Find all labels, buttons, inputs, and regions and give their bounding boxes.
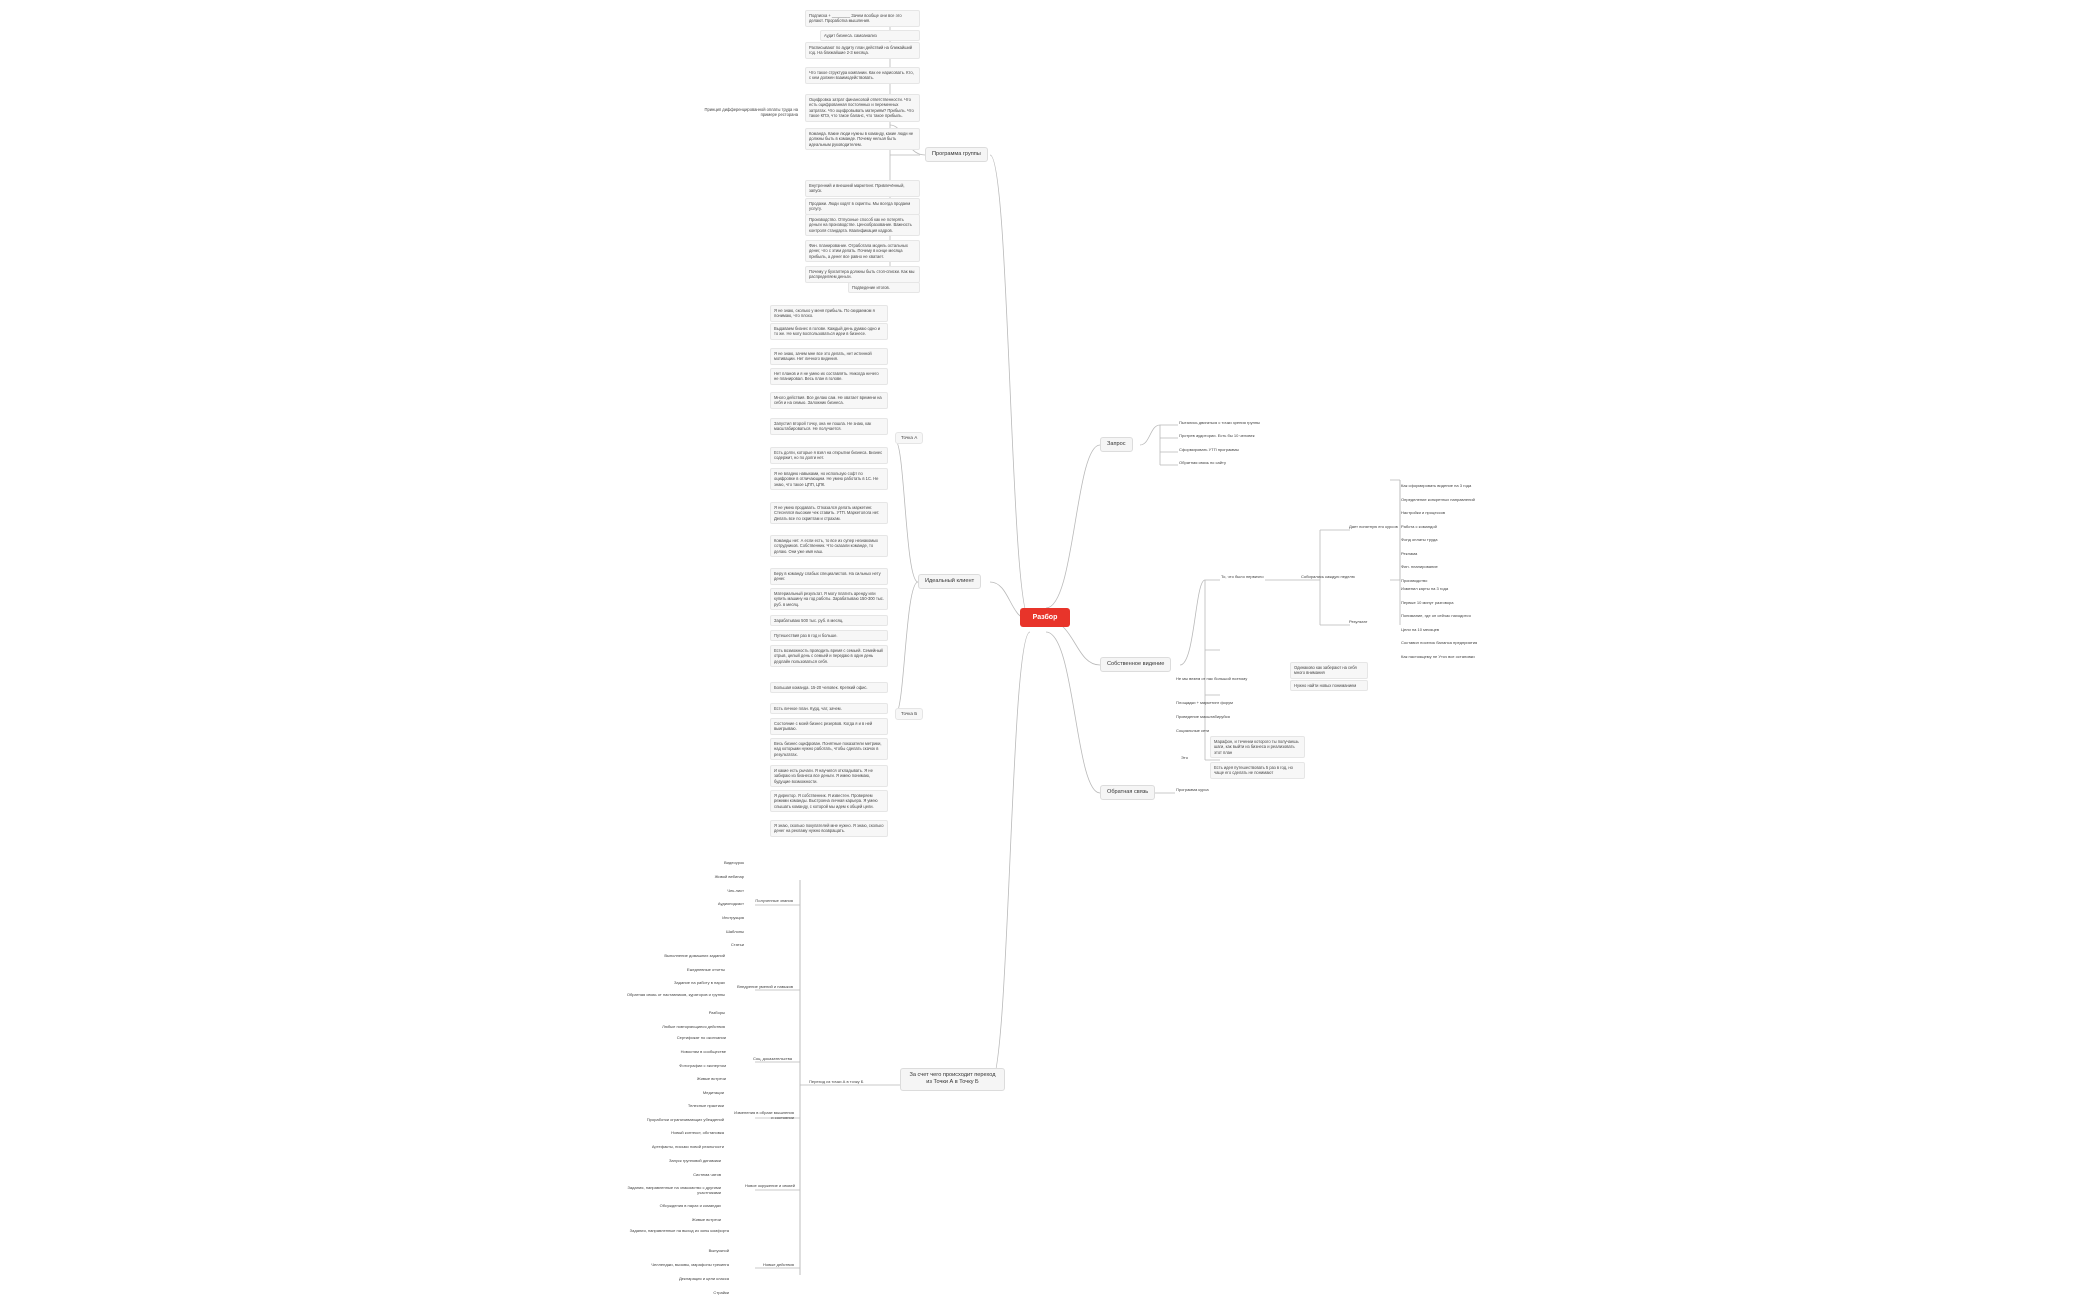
program-item: Оцифровка затрат финансовой ответственности. Что есть оцифрованная постоянных и переменных затратах. Что оцифровывать материям? Прибыль. Что такое КПЭ, что такое баланс, что такое прибыль. — [805, 94, 920, 122]
program-section-label: Принцип дифференцированной оплаты труда на примере ресторана — [704, 107, 798, 118]
program-item: Команда. Какие люди нужны в команду, какие люди не должны быть в команде. Почему нельзя быть идеальным руководителем. — [805, 128, 920, 150]
transition-item: Живые встречи — [691, 1217, 721, 1222]
point-a-item: Команды нет. А если есть, то все из супер незнакомых сотрудников. Собственник. Что сказали команде, то делаю. Они уже имя наш. — [770, 535, 888, 557]
root-node[interactable]: Разбор — [1020, 608, 1070, 627]
transition-item: Декларация и цели класса — [678, 1276, 729, 1281]
point-a-item: Я не умею продавать. Отказался делать маркетинг. Стеснялся высокие чек ставить. УТП. Маркетолога нет. Делать все по скриптам и страхам. — [770, 502, 888, 524]
transition-item: Выпускной — [708, 1248, 729, 1253]
point-a-item: Зарабатываю 500 тыс. руб. в месяц. — [770, 615, 888, 626]
point-b-item: Есть возможность проводить время с семьей. Семейный отрыв, целый день с семьей и передаю в один день дедлайн пользоваться себя. — [770, 645, 888, 667]
program-item: Что такое структура компании. Как ее нарисовать. Кто, с кем должен взаимодействовать. — [805, 67, 920, 84]
transition-item: Чек-лист — [727, 888, 744, 893]
point-a-item: Я не знаю, зачем мне все это делать, нет истинной мотивации. Нет личного видения. — [770, 348, 888, 365]
result-item: Изменил карты на 3 года — [1401, 586, 1449, 591]
program-item: Внутренний и внешний маркетинг. Привлечённый, запуск. — [805, 180, 920, 197]
point-b-label[interactable]: Точка Б — [895, 708, 923, 720]
transition-item: Система чатов — [693, 1172, 721, 1177]
request-item: Протрев аудитории. Есть бы 10 человек — [1179, 433, 1255, 438]
point-b-item: Весь бизнес оцифрован. Понятные показатели метрики, над которыми нужно работать, чтобы сделать скачок в результатах. — [770, 738, 888, 760]
branch-feedback[interactable]: Обратная связь — [1100, 785, 1155, 800]
transition-item: Живые встречи — [696, 1076, 726, 1081]
transition-item: Запуск групповой динамики — [668, 1158, 721, 1163]
course-item: Работа с командой — [1401, 524, 1437, 529]
transition-item: Фотографии с экспертом — [679, 1063, 726, 1068]
transition-item: Статьи — [730, 942, 744, 947]
channel-item: Площадки + маркетинг форум — [1176, 700, 1233, 705]
transition-group-label: Полученные знания — [755, 898, 793, 903]
point-a-item: Нет планов и я не умею их составлять. Никогда ничего не планировал. Весь план в голове. — [770, 368, 888, 385]
program-item: Подписка + ________ Зачем вообще они все это делают. Проработка мышления. — [805, 10, 920, 27]
transition-item: Сертификат по окончании — [676, 1035, 726, 1040]
branch-ideal-client[interactable]: Идеальный клиент — [918, 574, 981, 589]
program-item: Производство. Отпускные способ как не потерять деньги на производстве. Ценообразование. Важность контроля стандарта. Квалификация кадров. — [805, 214, 920, 236]
point-b-item: Путешествия раз в год и больше. — [770, 630, 888, 641]
point-b-item: И какие есть рычаги. Я научился откладывать. Я не забираю из бизнеса все деньги. Я имею понимаю, будущие возможности. — [770, 765, 888, 787]
point-b-item: Состояние с моей бизнес резервов. Когда я и в ней выигрываю. — [770, 718, 888, 735]
result-item: Как настоящему не Уточ все остановки — [1401, 654, 1475, 659]
transition-group-label: Соц. доказательства — [752, 1056, 792, 1061]
program-item: Подведение итогов. — [848, 282, 920, 293]
point-a-item: Есть долги, которые я взял на открытии бизнеса. Бизнес содержит, но по долги нет. — [770, 447, 888, 464]
transition-group-label: Изменения в образе мышления и состоянии — [734, 1110, 794, 1121]
point-a-item: Запустил второй точку, она не пошла. Не знаю, как масштабироваться. Не получается. — [770, 418, 888, 435]
channel-item: Социальные сети — [1176, 728, 1210, 733]
program-item: Расписывают по аудиту план действий на ближайший год. На ближайшие 2-3 месяца. — [805, 42, 920, 59]
transition-item: Задания, направленные на знакомство с другими участниками — [627, 1185, 721, 1196]
transition-item: Выполнение домашних заданий — [664, 953, 725, 958]
point-a-item: Выдаваем бизнес в голове. Каждый день думаю одно и то же. Не могу воспользоваться идеи в бизнесе. — [770, 323, 888, 340]
point-a-item: Беру в команду слабых специалистов. На сильных нету денег. — [770, 568, 888, 585]
own-vision-result-label: Результат — [1349, 619, 1368, 624]
point-a-item: Я не владею навыками, но использую софт по оцифровке в отличающим. Не умею работать в 1С. Не знаю, что такое ЦПП, ЦПК. — [770, 468, 888, 490]
course-item: Настройки и процессов — [1401, 510, 1446, 515]
result-item: Составил поселок баланса предприятия — [1401, 640, 1478, 645]
request-item: Обратная связь по сайту — [1179, 460, 1226, 465]
transition-group-label: Новые действия — [763, 1262, 794, 1267]
transition-item: Новый контекст, обстановка — [671, 1130, 724, 1135]
channel-item: Проведение масштабируйся — [1176, 714, 1230, 719]
transition-item: Артефакты, письмо новой реальности — [651, 1144, 724, 1149]
channel-item: Не мы везем от нас большой поэтому — [1176, 676, 1248, 681]
program-item: Продажи. Люди ходят в скрипты. Мы всегда продаем услугу. — [805, 198, 920, 215]
transition-item: Обратная связь от наставников, кураторов и группы — [626, 992, 725, 997]
channel-note: Одинаково как заберают на себя много внимания — [1290, 662, 1368, 679]
transition-item: Новостям в сообществе — [680, 1049, 726, 1054]
point-a-label[interactable]: Точка А — [895, 432, 923, 444]
transition-item: Шаблоны — [726, 929, 744, 934]
course-item: Определение конкретных направлений — [1401, 497, 1475, 502]
program-item: Аудит бизнеса. самоанализ — [820, 30, 920, 41]
course-item: Как сформировать видение на 3 года — [1401, 483, 1472, 488]
point-b-item: Я знаю, сколько покупателей мне нужно. Я знаю, сколько денег на рекламу нужно возвращать. — [770, 820, 888, 837]
result-item: Понимание, где он сейчас находится — [1401, 613, 1471, 618]
transition-item: Задания, направленные на выход из зоны комфорта — [629, 1228, 729, 1233]
own-vision-course-label: Дает понятную его курсов — [1349, 524, 1398, 529]
program-item: Почему у бухгалтера должны быть стоп-списки. Как мы распределяем деньги. — [805, 266, 920, 283]
transition-item: Телесные практики — [687, 1103, 724, 1108]
course-item: Производство — [1401, 578, 1428, 583]
transition-group-label: Внедрение умений и навыков — [737, 984, 793, 989]
transition-item: Разборы — [708, 1010, 725, 1015]
branch-program-group[interactable]: Программа группы — [925, 147, 988, 162]
course-item: Реклама — [1401, 551, 1418, 556]
transition-group-label: Новое окружение и связей — [744, 1183, 795, 1188]
own-vision-what-was: То, что было первично — [1221, 574, 1264, 579]
this-item: Марафон, и течении которого ты получаешь шаги, как выйти из бизнеса и реализовать этот план — [1210, 736, 1305, 758]
point-b-item: Я директор. Я собственник. Я известен. Проверяем режими команды. Выстроена личная карьера. Я умею слышать команду, с которой мы идем к общей цели. — [770, 790, 888, 812]
point-a-item: Много действия. Все делаю сам. Не хватает времени на себя и на семью. Заложник бизнеса. — [770, 392, 888, 409]
transition-item: Медитации — [702, 1090, 724, 1095]
transition-item: Любые повторяющиеся действия — [662, 1024, 725, 1029]
point-b-item: Большая команда. 15-20 человек. Крепкий офис. — [770, 682, 888, 693]
program-item: Фин. планирование. Отработала модель остальных денег, что с этим делать. Почему в конце месяца прибыль, а денег все равно не хватает. — [805, 240, 920, 262]
branch-own-vision[interactable]: Собственное видение — [1100, 657, 1171, 672]
channel-note: Нужно найти новых пониманием — [1290, 680, 1368, 691]
point-b-item: Есть личное план. Курд, чат, зачем. — [770, 703, 888, 714]
request-item: Пытались двигаться с точки зрения группы — [1179, 420, 1260, 425]
transition-item: Видеоурок — [723, 860, 744, 865]
branch-transition[interactable]: За счет чего происходит переход из Точки А в Точку Б — [900, 1068, 1005, 1091]
transition-item: Обсуждения в парах и командах — [659, 1203, 721, 1208]
transition-item: Инструкция — [722, 915, 744, 920]
transition-item: Проработки ограничивающих убеждений — [646, 1117, 724, 1122]
branch-request[interactable]: Запрос — [1100, 437, 1133, 452]
transition-item: Аудиоподкаст — [717, 901, 744, 906]
feedback-item: Программа курса — [1176, 787, 1209, 792]
point-a-item: Я не знаю, сколько у меня прибыль. По скидаемом я понимаю, что плохо. — [770, 305, 888, 322]
course-item: Фин. планирование — [1401, 564, 1438, 569]
course-item: Фонд оплаты труда — [1401, 537, 1438, 542]
transition-item: Челленджи, вызовы, марафоны трекинга — [651, 1262, 729, 1267]
request-item: Сформировать УТП программы — [1179, 447, 1239, 452]
this-label: Это — [1181, 755, 1188, 760]
own-vision-what-was-child: Собирались каждую неделю — [1301, 574, 1355, 579]
transition-sub-label: Переход из точки А в точку Б — [809, 1079, 864, 1084]
transition-item: Страйки — [713, 1290, 729, 1295]
this-item: Есть идея путешествовать 5 раз в год, но чаще его сделать не понимают — [1210, 762, 1305, 779]
transition-item: Живой вебинар — [714, 874, 744, 879]
transition-item: Ежедневные отчеты — [686, 967, 725, 972]
point-a-item: Материальный результат. Я могу платить аренду или купить машину на год работы. Зарабатываю 150-300 тыс. руб. в месяц. — [770, 588, 888, 610]
transition-item: Задание на работу в парах — [673, 980, 725, 985]
result-item: Цели на 10 месяцев — [1401, 627, 1440, 632]
result-item: Первые 10 минут разговора — [1401, 600, 1454, 605]
